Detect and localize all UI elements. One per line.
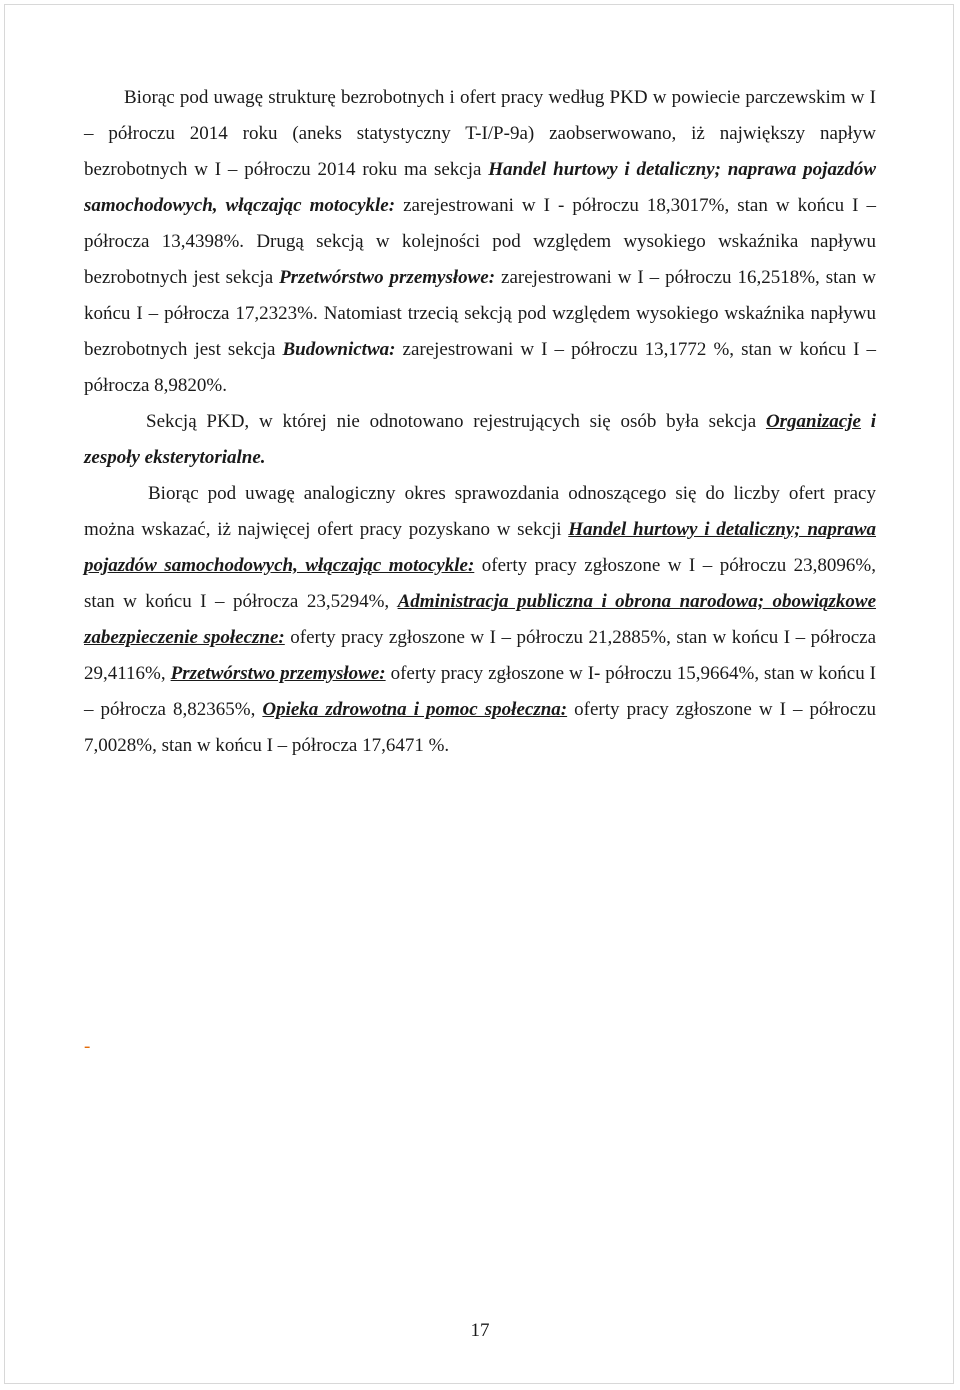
text-run: Biorąc pod uwagę strukturę bezrobotnych i ofert pracy według PKD w powiecie parczewskim w I – półroczu 2014 roku (aneks statystyczny T-I/P-9a) zaobserwowano, iż największy napływ bezrobotnych w I – półroczu 2014 roku ma sekcja <box>84 87 876 180</box>
section-name-public-administration: Administracja publiczna i obrona narodowa; obowiązkowe zabezpieczenie społeczne: <box>84 591 877 648</box>
text-run: oferty pracy zgłoszone w I – półroczu 23,8096%, stan w końcu I – półrocza 23,5294%, <box>84 555 877 612</box>
text-run: zarejestrowani w I - półroczu 18,3017%, stan w końcu I – półrocza 13,4398%. Drugą sekcją w kolejności pod względem wysokiego wskaźnika napływu bezrobotnych jest sekcja <box>84 195 876 288</box>
text-run: oferty pracy zgłoszone w I- półroczu 15,9664%, stan w końcu I – półrocza 8,82365%, <box>84 663 877 720</box>
text-run: oferty pracy zgłoszone w I – półroczu 7,0028%, stan w końcu I – półrocza 17,6471 %. <box>84 699 876 756</box>
text-run: Biorąc pod uwagę analogiczny okres sprawozdania odnoszącego się do liczby ofert pracy można wskazać, iż najwięcej ofert pracy pozyskano w sekcji <box>84 483 876 540</box>
text-run: zarejestrowani w I – półroczu 13,1772 %, stan w końcu I – półrocza 8,9820%. <box>84 339 876 396</box>
section-name-manufacturing: Przetwórstwo przemysłowe: <box>279 267 496 288</box>
text-run: Sekcją PKD, w której nie odnotowano rejestrujących się osób była sekcja <box>146 411 766 432</box>
paragraph-unemployment-structure <box>84 80 876 404</box>
section-name-construction: Budownictwa: <box>282 339 396 360</box>
text-run: zarejestrowani w I – półroczu 16,2518%, stan w końcu I – półrocza 17,2323%. Natomiast trzecią sekcją pod względem wysokiego wskaźnika napływu bezrobotnych jest sekcja <box>84 267 877 360</box>
paragraph-no-registrations <box>84 404 876 476</box>
section-name-trade: Handel hurtowy i detaliczny; naprawa pojazdów samochodowych, włączając motocykle: <box>84 159 877 216</box>
stray-dash: - <box>84 1036 91 1057</box>
section-name-organizations: Organizacje <box>765 411 861 432</box>
section-name-manufacturing: Przetwórstwo przemysłowe: <box>170 663 386 684</box>
paragraph-job-offers <box>84 476 876 764</box>
section-name-extraterritorial: i zespoły eksterytorialne. <box>84 411 876 468</box>
document-body <box>84 80 876 764</box>
text-run: oferty pracy zgłoszone w I – półroczu 21,2885%, stan w końcu I – półrocza 29,4116%, <box>84 627 877 684</box>
page-number: 17 <box>470 1320 490 1341</box>
section-name-trade: Handel hurtowy i detaliczny; naprawa pojazdów samochodowych, włączając motocykle: <box>84 519 877 576</box>
section-name-healthcare: Opieka zdrowotna i pomoc społeczna: <box>262 699 568 720</box>
